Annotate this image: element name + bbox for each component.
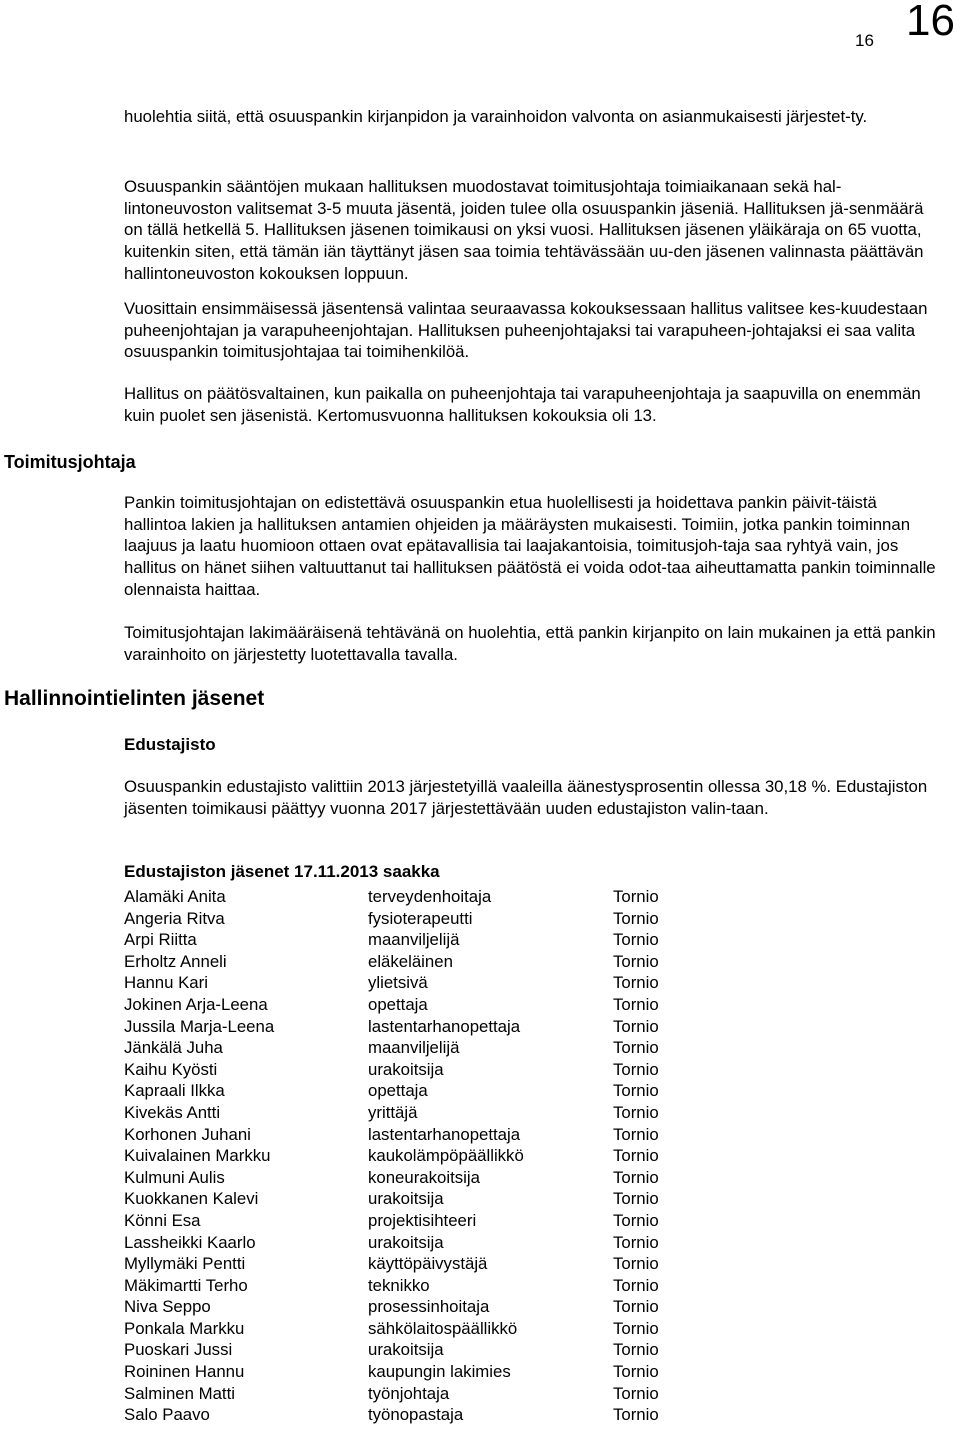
member-occupation: opettaja (368, 1081, 428, 1101)
member-occupation: kaukolämpöpäällikkö (368, 1146, 524, 1166)
member-occupation: ylietsivä (368, 973, 428, 993)
member-occupation: käyttöpäivystäjä (368, 1254, 488, 1274)
member-row (124, 1167, 713, 1189)
member-row (124, 1232, 713, 1254)
member-name: Arpi Riitta (124, 930, 197, 950)
member-row (124, 1124, 713, 1146)
member-row (124, 886, 713, 908)
member-town: Tornio (613, 1210, 659, 1230)
member-occupation: urakoitsija (368, 1340, 444, 1360)
member-occupation: urakoitsija (368, 1232, 444, 1252)
member-town: Tornio (613, 1102, 659, 1122)
page-number-large: 16 (906, 0, 955, 45)
paragraph-board-composition: Osuuspankin sääntöjen mukaan hallituksen muodostavat toimitusjohtaja toimiaikanaan sekä hal-lintoneuvoston valitsemat 3-5 muuta jäsentä, joiden tulee olla osuuspankin jäseniä. Hallituksen jä-senmäärä on tällä hetkellä 5. Hallituksen jäsenen toimikausi on yksi vuosi. Hallituksen jäsenen yläikäraja on 65 vuotta, kuitenkin siten, että tämän iän täyttänyt jäsen saa toimia tehtävässään uu-den jäsenen valinnasta päättävän hallintoneuvoston kokouksen loppuun. (124, 177, 924, 283)
member-name: Salo Paavo (124, 1405, 210, 1425)
member-town: Tornio (613, 1254, 659, 1274)
paragraph-board-supervision: huolehtia siitä, että osuuspankin kirjanpidon ja varainhoidon valvonta on asianmukaisesti järjestet-ty. (124, 107, 868, 126)
member-town: Tornio (613, 973, 659, 993)
member-name: Angeria Ritva (124, 908, 225, 928)
member-occupation: työnopastaja (368, 1405, 464, 1425)
member-name: Jokinen Arja-Leena (124, 994, 268, 1014)
member-row (124, 1383, 713, 1405)
member-row (124, 1210, 713, 1232)
member-occupation: prosessinhoitaja (368, 1297, 490, 1317)
member-town: Tornio (613, 1124, 659, 1144)
member-name: Jänkälä Juha (124, 1038, 223, 1058)
member-occupation: koneurakoitsija (368, 1167, 480, 1187)
subheading-members-title: Edustajiston jäsenet 17.11.2013 saakka (124, 862, 440, 881)
member-occupation: eläkeläinen (368, 951, 453, 971)
member-name: Kulmuni Aulis (124, 1167, 225, 1187)
member-row (124, 1016, 713, 1038)
member-name: Könni Esa (124, 1210, 201, 1230)
member-row (124, 1318, 713, 1340)
member-row (124, 1296, 713, 1318)
member-name: Erholtz Anneli (124, 951, 227, 971)
member-occupation: lastentarhanopettaja (368, 1016, 521, 1036)
side-heading-toimitusjohtaja: Toimitusjohtaja (4, 452, 136, 472)
member-name: Kaihu Kyösti (124, 1059, 218, 1079)
member-occupation: lastentarhanopettaja (368, 1124, 521, 1144)
member-occupation: maanviljelijä (368, 930, 460, 950)
member-row (124, 1339, 713, 1361)
member-row (124, 929, 713, 951)
member-town: Tornio (613, 887, 659, 906)
member-name: Jussila Marja-Leena (124, 1016, 275, 1036)
member-name: Niva Seppo (124, 1297, 211, 1317)
member-row (124, 1102, 713, 1124)
member-town: Tornio (613, 1383, 659, 1403)
member-town: Tornio (613, 1297, 659, 1317)
member-name: Kuokkanen Kalevi (124, 1189, 259, 1209)
member-town: Tornio (613, 1362, 659, 1382)
member-row (124, 951, 713, 973)
member-town: Tornio (613, 1189, 659, 1209)
member-row (124, 1361, 713, 1383)
paragraph-board-chair: Vuosittain ensimmäisessä jäsentensä valintaa seuraavassa kokouksessaan hallitus valitsee kes-kuudestaan puheenjohtajan ja varapuheenjohtajan. Hallituksen puheenjohtajaksi tai varapuheen-johtajaksi ei saa valita osuuspankin toimitusjohtajaa tai toimihenkilöä. (124, 299, 928, 362)
member-town: Tornio (613, 951, 659, 971)
page-number-small: 16 (855, 31, 874, 50)
member-row (124, 1188, 713, 1210)
member-row (124, 1080, 713, 1102)
member-town: Tornio (613, 1081, 659, 1101)
member-name: Alamäki Anita (124, 887, 226, 906)
member-row (124, 1275, 713, 1297)
member-occupation: yrittäjä (368, 1102, 418, 1122)
member-occupation: opettaja (368, 994, 428, 1014)
member-occupation: urakoitsija (368, 1189, 444, 1209)
member-occupation: maanviljelijä (368, 1038, 460, 1058)
paragraph-edustajisto-election: Osuuspankin edustajisto valittiin 2013 järjestetyillä vaaleilla äänestysprosentin ollessa 30,18 %. Edustajiston jäsenten toimikausi päättyy vuonna 2017 järjestettävään uuden edustajiston valin-taan. (124, 777, 928, 818)
member-name: Kivekäs Antti (124, 1102, 221, 1122)
member-row (124, 1145, 713, 1167)
subheading-edustajisto: Edustajisto (124, 735, 216, 754)
member-row (124, 1404, 713, 1426)
paragraph-ceo-legal: Toimitusjohtajan lakimääräisenä tehtävänä on huolehtia, että pankin kirjanpito on lain mukainen ja että pankin varainhoito on järjestetty luotettavalla tavalla. (124, 623, 936, 664)
member-row (124, 1037, 713, 1059)
members-table (124, 886, 713, 1426)
member-town: Tornio (613, 1167, 659, 1187)
member-name: Puoskari Jussi (124, 1340, 233, 1360)
member-name: Kuivalainen Markku (124, 1146, 271, 1166)
member-town: Tornio (613, 930, 659, 950)
side-heading-hallinnointielinten: Hallinnointielinten jäsenet (4, 687, 265, 710)
member-town: Tornio (613, 1275, 659, 1295)
member-town: Tornio (613, 1038, 659, 1058)
member-occupation: fysioterapeutti (368, 908, 473, 928)
member-occupation: terveydenhoitaja (368, 887, 492, 906)
member-town: Tornio (613, 1232, 659, 1252)
member-occupation: teknikko (368, 1275, 430, 1295)
member-town: Tornio (613, 1405, 659, 1425)
member-name: Mäkimartti Terho (124, 1275, 248, 1295)
member-row (124, 994, 713, 1016)
member-town: Tornio (613, 1059, 659, 1079)
member-name: Lassheikki Kaarlo (124, 1232, 256, 1252)
member-row (124, 1059, 713, 1081)
member-town: Tornio (613, 994, 659, 1014)
member-name: Roininen Hannu (124, 1362, 245, 1382)
member-occupation: kaupungin lakimies (368, 1362, 511, 1382)
member-name: Salminen Matti (124, 1383, 235, 1403)
member-town: Tornio (613, 1146, 659, 1166)
paragraph-ceo-duties: Pankin toimitusjohtajan on edistettävä osuuspankin etua huolellisesti ja hoidettava pankin päivit-täistä hallintoa lakien ja hallituksen antamien ohjeiden ja määräysten mukaisesti. Toimiin, jotka pankin toiminnan laajuus ja laatu huomioon ottaen ovat epätavallisia tai laajakantoisia, toimitusjoh-taja saa ryhtyä vain, jos hallitus on hänet siihen valtuuttanut tai hallituksen päätöstä ei voida odot-taa aiheuttamatta pankin toiminnalle olennaista haittaa. (124, 493, 936, 599)
member-town: Tornio (613, 1318, 659, 1338)
member-name: Ponkala Markku (124, 1318, 245, 1338)
member-town: Tornio (613, 1340, 659, 1360)
member-row (124, 908, 713, 930)
member-row (124, 972, 713, 994)
member-town: Tornio (613, 1016, 659, 1036)
member-occupation: työnjohtaja (368, 1383, 450, 1403)
paragraph-board-quorum: Hallitus on päätösvaltainen, kun paikalla on puheenjohtaja tai varapuheenjohtaja ja saapuvilla on enemmän kuin puolet sen jäsenistä. Kertomusvuonna hallituksen kokouksia oli 13. (124, 384, 921, 425)
member-name: Hannu Kari (124, 973, 208, 993)
member-name: Korhonen Juhani (124, 1124, 251, 1144)
member-name: Myllymäki Pentti (124, 1254, 246, 1274)
member-occupation: projektisihteeri (368, 1210, 477, 1230)
member-name: Kapraali Ilkka (124, 1081, 225, 1101)
member-row (124, 1253, 713, 1275)
member-occupation: sähkölaitospäällikkö (368, 1318, 518, 1338)
member-town: Tornio (613, 908, 659, 928)
member-occupation: urakoitsija (368, 1059, 444, 1079)
